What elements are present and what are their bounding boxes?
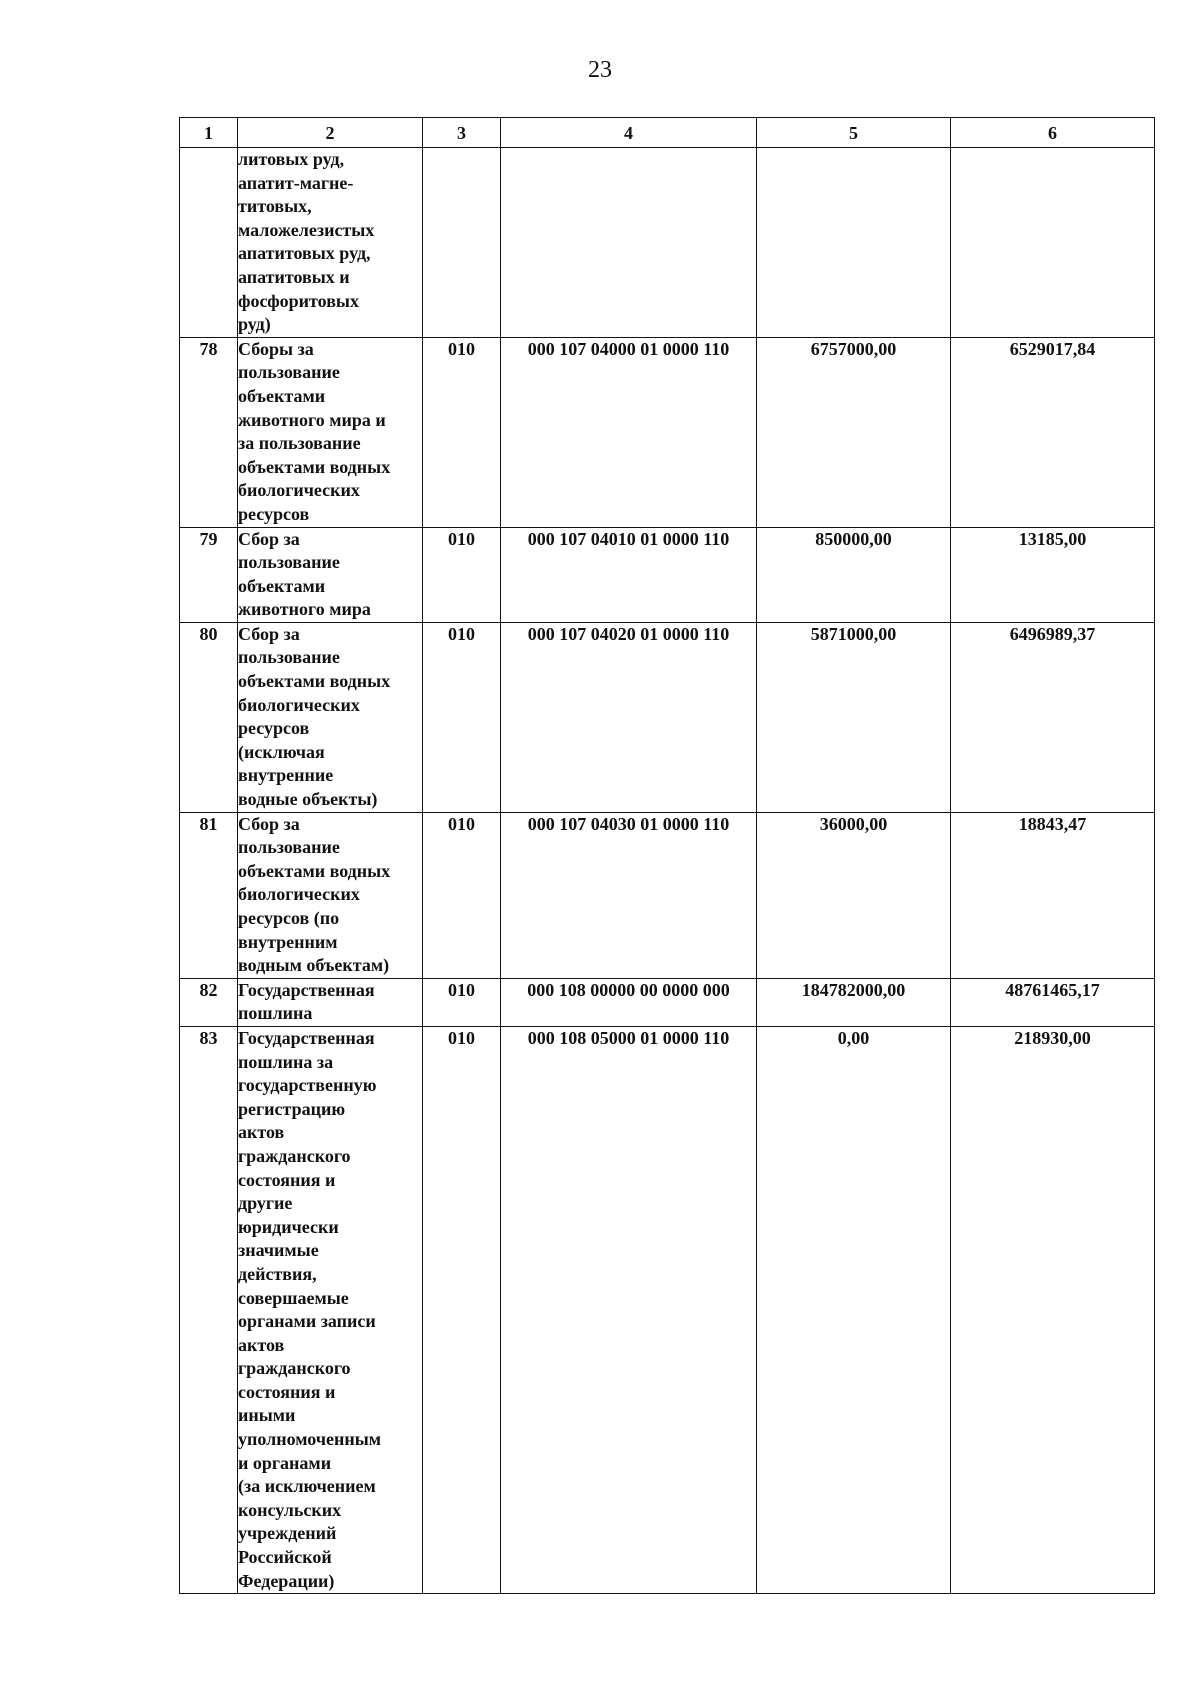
table-row	[180, 978, 1155, 1026]
row-section: 010	[423, 527, 501, 622]
row-name-text: Сборы за пользование объектами животного мира и за пользование объектами водных биологических ресурсов	[238, 338, 391, 524]
row-name	[238, 527, 423, 622]
row-section: 010	[423, 978, 501, 1026]
row-section: 010	[423, 337, 501, 527]
row-number: 78	[180, 337, 238, 527]
column-header-6: 6	[951, 118, 1155, 148]
row-actual-value: 6529017,84	[951, 337, 1155, 527]
row-number: 79	[180, 527, 238, 622]
row-plan-value: 36000,00	[757, 812, 951, 978]
row-name-text: Государственная пошлина	[238, 979, 375, 1024]
row-actual-value	[951, 148, 1155, 338]
row-number: 82	[180, 978, 238, 1026]
row-code: 000 107 04030 01 0000 110	[501, 812, 757, 978]
row-number: 83	[180, 1026, 238, 1593]
column-header-2: 2	[238, 118, 423, 148]
column-header-4: 4	[501, 118, 757, 148]
row-actual-value: 6496989,37	[951, 622, 1155, 812]
row-section	[423, 148, 501, 338]
row-number: 81	[180, 812, 238, 978]
row-code: 000 107 04020 01 0000 110	[501, 622, 757, 812]
row-actual-value: 13185,00	[951, 527, 1155, 622]
row-name-text: Сбор за пользование объектами животного мира	[238, 528, 371, 620]
row-plan-value	[757, 148, 951, 338]
row-plan-value: 5871000,00	[757, 622, 951, 812]
row-code: 000 108 00000 00 0000 000	[501, 978, 757, 1026]
table-row	[180, 148, 1155, 338]
row-name	[238, 622, 423, 812]
row-name-text: Сбор за пользование объектами водных биологических ресурсов (по внутренним водным объектам)	[238, 813, 391, 976]
row-plan-value: 6757000,00	[757, 337, 951, 527]
row-name	[238, 812, 423, 978]
row-name	[238, 148, 423, 338]
budget-table	[179, 117, 1155, 1594]
row-code	[501, 148, 757, 338]
row-plan-value: 0,00	[757, 1026, 951, 1593]
row-actual-value: 48761465,17	[951, 978, 1155, 1026]
row-number: 80	[180, 622, 238, 812]
row-name	[238, 1026, 423, 1593]
row-actual-value: 218930,00	[951, 1026, 1155, 1593]
row-section: 010	[423, 812, 501, 978]
table-row	[180, 527, 1155, 622]
table-row	[180, 622, 1155, 812]
table-row	[180, 812, 1155, 978]
column-header-5: 5	[757, 118, 951, 148]
row-name-text: литовых руд, апатит-магне- титовых, маложелезистых апатитовых руд, апатитовых и фосфоритовых руд)	[238, 149, 375, 335]
row-section: 010	[423, 1026, 501, 1593]
table-header-row	[180, 118, 1155, 148]
row-section: 010	[423, 622, 501, 812]
column-header-3: 3	[423, 118, 501, 148]
row-name	[238, 337, 423, 527]
table-row	[180, 337, 1155, 527]
row-code: 000 107 04010 01 0000 110	[501, 527, 757, 622]
row-actual-value: 18843,47	[951, 812, 1155, 978]
row-name-text: Государственная пошлина за государственную регистрацию актов гражданского состояния и другие юридически значимые действия, совершаемые органами записи актов гражданского состояния и иными уполномоченным и органами (за исключением консульских учреждений Российской Федерации)	[238, 1027, 382, 1591]
row-code: 000 108 05000 01 0000 110	[501, 1026, 757, 1593]
column-header-1: 1	[180, 118, 238, 148]
row-name	[238, 978, 423, 1026]
page-number: 23	[588, 57, 612, 83]
table-row	[180, 1026, 1155, 1593]
row-code: 000 107 04000 01 0000 110	[501, 337, 757, 527]
row-name-text: Сбор за пользование объектами водных биологических ресурсов (исключая внутренние водные объекты)	[238, 623, 391, 810]
row-number	[180, 148, 238, 338]
row-plan-value: 850000,00	[757, 527, 951, 622]
row-plan-value: 184782000,00	[757, 978, 951, 1026]
